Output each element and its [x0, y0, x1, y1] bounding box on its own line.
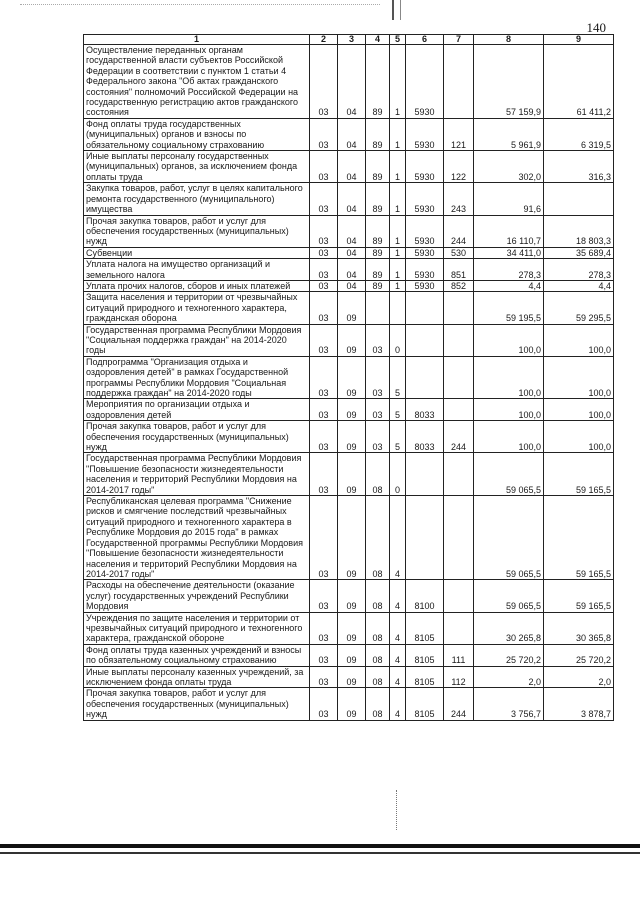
expense-type-code: [444, 324, 474, 356]
table-row: [84, 356, 614, 399]
column-header: 7: [444, 35, 474, 45]
podrazdel-code: 04: [338, 247, 366, 258]
direction-code: [406, 324, 444, 356]
expense-type-code: [444, 292, 474, 324]
table-row: [84, 118, 614, 150]
row-name: Защита населения и территории от чрезвычайных ситуаций природного и техногенного характера, гражданская оборона: [84, 292, 310, 324]
razdel-code: 03: [310, 666, 338, 688]
razdel-code: 03: [310, 259, 338, 281]
row-name: Прочая закупка товаров, работ и услуг для обеспечения государственных (муниципальных) нужд: [84, 215, 310, 247]
razdel-code: 03: [310, 183, 338, 215]
subprogram-code: 1: [390, 215, 406, 247]
razdel-code: 03: [310, 644, 338, 666]
amount-year-2: 18 803,3: [544, 215, 614, 247]
podrazdel-code: 04: [338, 151, 366, 183]
direction-code: 8105: [406, 666, 444, 688]
podrazdel-code: 09: [338, 612, 366, 644]
program-code: 89: [366, 259, 390, 281]
subprogram-code: 1: [390, 259, 406, 281]
podrazdel-code: 04: [338, 215, 366, 247]
amount-year-1: 100,0: [474, 399, 544, 421]
row-name: Фонд оплаты труда казенных учреждений и взносы по обязательному социальному страхованию: [84, 644, 310, 666]
direction-code: 8033: [406, 399, 444, 421]
amount-year-1: 100,0: [474, 421, 544, 453]
direction-code: 5930: [406, 280, 444, 291]
podrazdel-code: 09: [338, 292, 366, 324]
podrazdel-code: 09: [338, 324, 366, 356]
direction-code: 5930: [406, 259, 444, 281]
program-code: 08: [366, 688, 390, 720]
program-code: 89: [366, 280, 390, 291]
podrazdel-code: 09: [338, 453, 366, 496]
expense-type-code: [444, 580, 474, 612]
subprogram-code: 0: [390, 324, 406, 356]
row-name: Осуществление переданных органам государственной власти субъектов Российской Федерации в соответствии с пунктом 1 статьи 4 Федерального закона "Об актах гражданского состояния" полномочий Российской Федерации на государственную регистрацию актов гражданского состояния: [84, 45, 310, 119]
razdel-code: 03: [310, 580, 338, 612]
amount-year-2: 35 689,4: [544, 247, 614, 258]
subprogram-code: 4: [390, 580, 406, 612]
row-name: Подпрограмма "Организация отдыха и оздоровления детей" в рамках Государственной программы Республики Мордовия "Социальная поддержка граждан" на 2014-2020 годы: [84, 356, 310, 399]
expense-type-code: 852: [444, 280, 474, 291]
subprogram-code: 1: [390, 118, 406, 150]
table-row: [84, 453, 614, 496]
table-row: [84, 247, 614, 258]
expense-type-code: [444, 496, 474, 580]
expense-type-code: [444, 399, 474, 421]
row-name: Расходы на обеспечение деятельности (оказание услуг) государственных учреждений Республики Мордовия: [84, 580, 310, 612]
amount-year-1: 4,4: [474, 280, 544, 291]
direction-code: 8105: [406, 612, 444, 644]
table-row: [84, 612, 614, 644]
program-code: 08: [366, 453, 390, 496]
podrazdel-code: 09: [338, 580, 366, 612]
expense-type-code: 243: [444, 183, 474, 215]
razdel-code: 03: [310, 45, 338, 119]
direction-code: [406, 292, 444, 324]
amount-year-1: 34 411,0: [474, 247, 544, 258]
column-header: 6: [406, 35, 444, 45]
amount-year-2: 100,0: [544, 421, 614, 453]
razdel-code: 03: [310, 280, 338, 291]
amount-year-2: 278,3: [544, 259, 614, 281]
row-name: Субвенции: [84, 247, 310, 258]
amount-year-1: 278,3: [474, 259, 544, 281]
header-row: [84, 35, 614, 45]
podrazdel-code: 09: [338, 644, 366, 666]
program-code: 89: [366, 151, 390, 183]
podrazdel-code: 04: [338, 183, 366, 215]
table-row: [84, 280, 614, 291]
column-header: 5: [390, 35, 406, 45]
table-row: [84, 399, 614, 421]
row-name: Прочая закупка товаров, работ и услуг для обеспечения государственных (муниципальных) нужд: [84, 688, 310, 720]
program-code: 08: [366, 580, 390, 612]
amount-year-2: 25 720,2: [544, 644, 614, 666]
subprogram-code: 5: [390, 356, 406, 399]
amount-year-2: 2,0: [544, 666, 614, 688]
razdel-code: 03: [310, 399, 338, 421]
amount-year-2: 59 165,5: [544, 580, 614, 612]
program-code: 89: [366, 247, 390, 258]
direction-code: 5930: [406, 118, 444, 150]
column-header: 1: [84, 35, 310, 45]
table-row: [84, 292, 614, 324]
amount-year-1: 25 720,2: [474, 644, 544, 666]
direction-code: 5930: [406, 183, 444, 215]
program-code: 89: [366, 45, 390, 119]
direction-code: [406, 356, 444, 399]
amount-year-1: 57 159,9: [474, 45, 544, 119]
amount-year-2: 59 165,5: [544, 453, 614, 496]
subprogram-code: 5: [390, 421, 406, 453]
table-row: [84, 421, 614, 453]
subprogram-code: 0: [390, 453, 406, 496]
program-code: 03: [366, 421, 390, 453]
budget-table: [83, 34, 614, 721]
subprogram-code: 1: [390, 151, 406, 183]
amount-year-1: 302,0: [474, 151, 544, 183]
direction-code: 8100: [406, 580, 444, 612]
subprogram-code: 1: [390, 280, 406, 291]
column-header: 8: [474, 35, 544, 45]
amount-year-1: 30 265,8: [474, 612, 544, 644]
podrazdel-code: 09: [338, 399, 366, 421]
amount-year-2: 61 411,2: [544, 45, 614, 119]
podrazdel-code: 04: [338, 280, 366, 291]
amount-year-1: 59 195,5: [474, 292, 544, 324]
razdel-code: 03: [310, 496, 338, 580]
table-row: [84, 644, 614, 666]
table-row: [84, 151, 614, 183]
expense-type-code: [444, 453, 474, 496]
column-header: 4: [366, 35, 390, 45]
podrazdel-code: 09: [338, 421, 366, 453]
row-name: Закупка товаров, работ, услуг в целях капитального ремонта государственного (муниципального) имущества: [84, 183, 310, 215]
table-row: [84, 666, 614, 688]
expense-type-code: 530: [444, 247, 474, 258]
row-name: Иные выплаты персоналу государственных (муниципальных) органов, за исключением фонда оплаты труда: [84, 151, 310, 183]
amount-year-2: 100,0: [544, 356, 614, 399]
program-code: 03: [366, 399, 390, 421]
razdel-code: 03: [310, 215, 338, 247]
expense-type-code: 112: [444, 666, 474, 688]
razdel-code: 03: [310, 292, 338, 324]
razdel-code: 03: [310, 688, 338, 720]
direction-code: 5930: [406, 45, 444, 119]
razdel-code: 03: [310, 453, 338, 496]
amount-year-1: 2,0: [474, 666, 544, 688]
expense-type-code: 244: [444, 688, 474, 720]
scan-artifact-stitch: [396, 790, 397, 830]
expense-type-code: 111: [444, 644, 474, 666]
row-name: Фонд оплаты труда государственных (муниципальных) органов и взносы по обязательному социальному страхованию: [84, 118, 310, 150]
subprogram-code: 4: [390, 644, 406, 666]
row-name: Государственная программа Республики Мордовия "Социальная поддержка граждан" на 2014-2020 годы: [84, 324, 310, 356]
row-name: Учреждения по защите населения и территории от чрезвычайных ситуаций природного и техногенного характера, гражданской обороне: [84, 612, 310, 644]
amount-year-1: 59 065,5: [474, 580, 544, 612]
page-number: 140: [586, 20, 606, 35]
table-body: [84, 45, 614, 721]
expense-type-code: 244: [444, 421, 474, 453]
amount-year-2: [544, 183, 614, 215]
program-code: 89: [366, 118, 390, 150]
podrazdel-code: 09: [338, 666, 366, 688]
amount-year-1: 5 961,9: [474, 118, 544, 150]
razdel-code: 03: [310, 421, 338, 453]
expense-type-code: [444, 45, 474, 119]
program-code: [366, 292, 390, 324]
amount-year-1: 59 065,5: [474, 453, 544, 496]
amount-year-2: 59 295,5: [544, 292, 614, 324]
row-name: Уплата прочих налогов, сборов и иных платежей: [84, 280, 310, 291]
expense-type-code: 121: [444, 118, 474, 150]
program-code: 08: [366, 644, 390, 666]
amount-year-2: 4,4: [544, 280, 614, 291]
row-name: Иные выплаты персоналу казенных учреждений, за исключением фонда оплаты труда: [84, 666, 310, 688]
amount-year-2: 100,0: [544, 324, 614, 356]
razdel-code: 03: [310, 118, 338, 150]
table-row: [84, 183, 614, 215]
column-header: 3: [338, 35, 366, 45]
row-name: Государственная программа Республики Мордовия "Повышение безопасности жизнедеятельности населения и территорий Республики Мордовия на 2014-2017 годы": [84, 453, 310, 496]
direction-code: 8033: [406, 421, 444, 453]
bottom-rule: [0, 844, 640, 848]
table-row: [84, 496, 614, 580]
razdel-code: 03: [310, 247, 338, 258]
expense-type-code: 244: [444, 215, 474, 247]
direction-code: [406, 453, 444, 496]
razdel-code: 03: [310, 612, 338, 644]
row-name: Уплата налога на имущество организаций и земельного налога: [84, 259, 310, 281]
subprogram-code: 5: [390, 399, 406, 421]
program-code: 08: [366, 496, 390, 580]
amount-year-1: 100,0: [474, 356, 544, 399]
expense-type-code: 851: [444, 259, 474, 281]
amount-year-1: 59 065,5: [474, 496, 544, 580]
bottom-rule-thin: [0, 852, 640, 854]
razdel-code: 03: [310, 151, 338, 183]
subprogram-code: [390, 292, 406, 324]
table-row: [84, 45, 614, 119]
row-name: Мероприятия по организации отдыха и оздоровления детей: [84, 399, 310, 421]
table-row: [84, 688, 614, 720]
binding-mark: [392, 0, 401, 20]
column-header: 9: [544, 35, 614, 45]
subprogram-code: 1: [390, 183, 406, 215]
amount-year-2: 316,3: [544, 151, 614, 183]
expense-type-code: [444, 612, 474, 644]
column-header: 2: [310, 35, 338, 45]
direction-code: 5930: [406, 247, 444, 258]
podrazdel-code: 04: [338, 118, 366, 150]
amount-year-2: 6 319,5: [544, 118, 614, 150]
amount-year-1: 3 756,7: [474, 688, 544, 720]
table-row: [84, 324, 614, 356]
razdel-code: 03: [310, 324, 338, 356]
amount-year-2: 3 878,7: [544, 688, 614, 720]
program-code: 08: [366, 612, 390, 644]
podrazdel-code: 04: [338, 259, 366, 281]
subprogram-code: 1: [390, 247, 406, 258]
program-code: 03: [366, 324, 390, 356]
podrazdel-code: 09: [338, 496, 366, 580]
program-code: 03: [366, 356, 390, 399]
direction-code: 8105: [406, 644, 444, 666]
direction-code: 8105: [406, 688, 444, 720]
subprogram-code: 4: [390, 666, 406, 688]
subprogram-code: 4: [390, 688, 406, 720]
row-name: Прочая закупка товаров, работ и услуг для обеспечения государственных (муниципальных) нужд: [84, 421, 310, 453]
subprogram-code: 4: [390, 612, 406, 644]
amount-year-1: 91,6: [474, 183, 544, 215]
direction-code: 5930: [406, 151, 444, 183]
table-row: [84, 259, 614, 281]
expense-type-code: 122: [444, 151, 474, 183]
program-code: 89: [366, 215, 390, 247]
razdel-code: 03: [310, 356, 338, 399]
program-code: 89: [366, 183, 390, 215]
subprogram-code: 1: [390, 45, 406, 119]
amount-year-2: 100,0: [544, 399, 614, 421]
direction-code: 5930: [406, 215, 444, 247]
amount-year-1: 100,0: [474, 324, 544, 356]
table-row: [84, 580, 614, 612]
amount-year-2: 59 165,5: [544, 496, 614, 580]
subprogram-code: 4: [390, 496, 406, 580]
scan-artifact-line: [20, 4, 380, 7]
amount-year-1: 16 110,7: [474, 215, 544, 247]
podrazdel-code: 09: [338, 688, 366, 720]
expense-type-code: [444, 356, 474, 399]
podrazdel-code: 04: [338, 45, 366, 119]
direction-code: [406, 496, 444, 580]
podrazdel-code: 09: [338, 356, 366, 399]
row-name: Республиканская целевая программа "Снижение рисков и смягчение последствий чрезвычайных ситуаций природного и техногенного характера в Республике Мордовия до 2015 года" в рамках Государственной программы Республики Мордовия "Повышение безопасности жизнедеятельности населения и территорий Республики Мордовия на 2014-2017 годы": [84, 496, 310, 580]
amount-year-2: 30 365,8: [544, 612, 614, 644]
program-code: 08: [366, 666, 390, 688]
table-row: [84, 215, 614, 247]
